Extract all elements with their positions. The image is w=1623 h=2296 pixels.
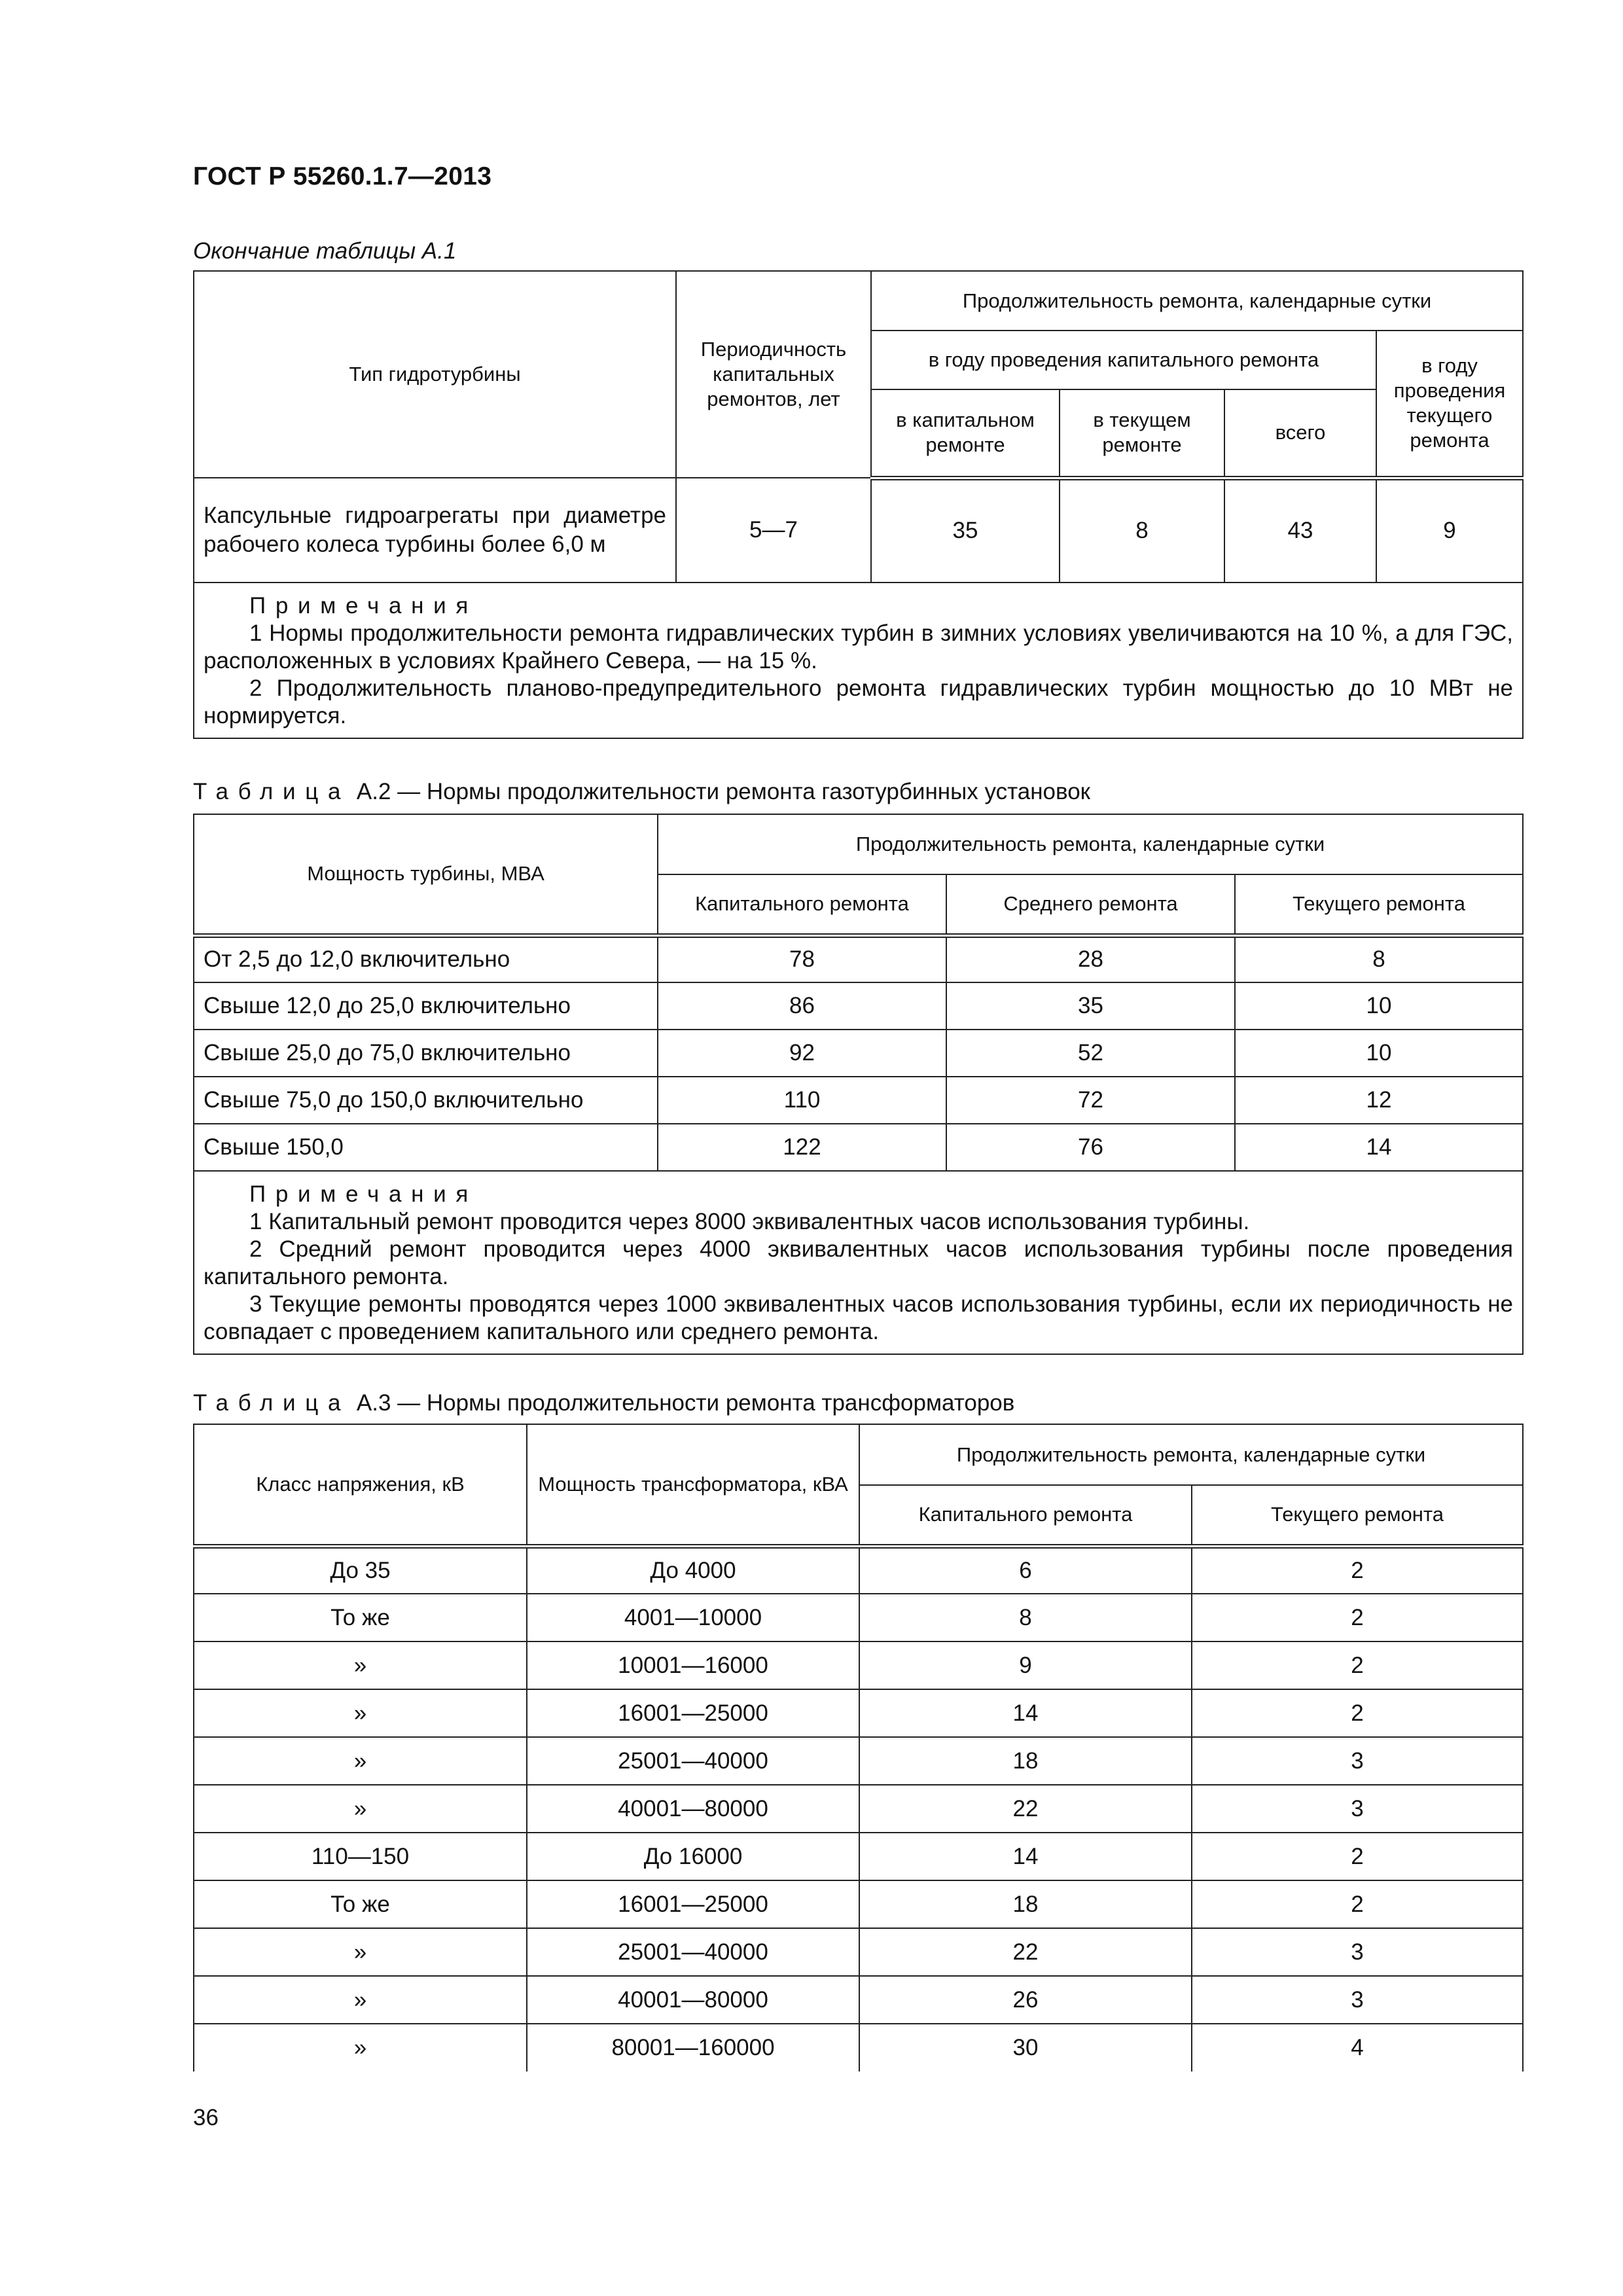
cell-power: 80001—160000 [527,2024,859,2072]
header-current: в текущем ремонте [1060,389,1224,478]
cell-power: 4001—10000 [527,1594,859,1641]
cell-current-year: 9 [1376,478,1523,583]
cell-capital: 18 [859,1737,1192,1785]
cell-medium: 52 [946,1030,1235,1077]
header-turbine-power: Мощность турбины, МВА [194,814,658,935]
header-duration: Продолжительность ремонта, календарные сутки [859,1424,1523,1485]
header-turbine-type: Тип гидротурбины [194,271,676,478]
header-periodicity: Периодичность капитальных ремонтов, лет [676,271,871,478]
header-total: всего [1224,389,1376,478]
cell-current: 3 [1192,1737,1523,1785]
cell-voltage: То же [194,1880,527,1928]
table-a3-caption-text: А.3 — Нормы продолжительности ремонта трансформаторов [356,1390,1015,1416]
table-row [194,1594,1523,1641]
header-duration: Продолжительность ремонта, календарные сутки [871,271,1523,331]
cell-capital: 122 [658,1124,946,1171]
table-row [194,1880,1523,1928]
table-row [194,1641,1523,1689]
table-a3-caption [193,1390,1014,1416]
cell-power: 16001—25000 [527,1689,859,1737]
cell-current: 3 [1192,1928,1523,1976]
cell-power: 40001—80000 [527,1785,859,1833]
cell-current: 3 [1192,1785,1523,1833]
table-a2-notes [194,1171,1523,1354]
table-a1-notes [194,583,1523,738]
cell-current: 14 [1235,1124,1523,1171]
notes-title: Примечания [249,1181,478,1207]
header-capital: в капитальном ремонте [871,389,1060,478]
cell-periodicity: 5—7 [676,478,871,583]
cell-current: 10 [1235,982,1523,1030]
table-row [194,1737,1523,1785]
note-item: 2 Продолжительность планово-предупредительного ремонта гидравлических турбин мощностью до 10 МВт не нормируется. [204,675,1513,728]
cell-power: До 4000 [527,1546,859,1594]
table-row [194,1928,1523,1976]
cell-current: 2 [1192,1689,1523,1737]
cell-current: 8 [1235,935,1523,982]
cell-voltage: То же [194,1594,527,1641]
cell-capital: 14 [859,1833,1192,1880]
table-row [194,1546,1523,1594]
cell-turbine-type: Капсульные гидроагрегаты при диаметре рабочего колеса турбины более 6,0 м [194,478,676,583]
cell-current: 4 [1192,2024,1523,2072]
cell-voltage: » [194,1689,527,1737]
cell-voltage: » [194,1976,527,2024]
table-a2 [193,814,1524,1355]
cell-capital: 30 [859,2024,1192,2072]
cell-power: 25001—40000 [527,1737,859,1785]
header-in-current-year: в году проведения текущего ремонта [1376,331,1523,478]
table-row [194,1077,1523,1124]
table-a2-caption-text: А.2 — Нормы продолжительности ремонта газотурбинных установок [356,779,1090,804]
cell-capital: 26 [859,1976,1192,2024]
cell-power: Свыше 75,0 до 150,0 включительно [194,1077,658,1124]
header-medium: Среднего ремонта [946,874,1235,935]
cell-capital: 18 [859,1880,1192,1928]
table-row [194,2024,1523,2072]
table-row [194,982,1523,1030]
cell-total: 43 [1224,478,1376,583]
table-row [194,1124,1523,1171]
cell-capital: 9 [859,1641,1192,1689]
cell-power: 25001—40000 [527,1928,859,1976]
note-item: 3 Текущие ремонты проводятся через 1000 эквивалентных часов использования турбины, если их периодичность не совпадает с проведением капитального или среднего ремонта. [204,1291,1514,1344]
cell-capital: 8 [859,1594,1192,1641]
cell-voltage: До 35 [194,1546,527,1594]
cell-capital: 6 [859,1546,1192,1594]
cell-capital: 78 [658,935,946,982]
cell-current: 8 [1060,478,1224,583]
header-duration: Продолжительность ремонта, календарные сутки [658,814,1523,874]
cell-voltage: » [194,1928,527,1976]
table-a2-caption-label: Таблица [193,779,351,804]
cell-current: 3 [1192,1976,1523,2024]
table-a3-caption-label: Таблица [193,1390,351,1416]
cell-capital: 92 [658,1030,946,1077]
cell-power: 40001—80000 [527,1976,859,2024]
table-a3 [193,1424,1524,2072]
header-voltage-class: Класс напряжения, кВ [194,1424,527,1546]
cell-capital: 14 [859,1689,1192,1737]
cell-capital: 22 [859,1785,1192,1833]
note-item: 2 Средний ремонт проводится через 4000 эквивалентных часов использования турбины после проведения капитального ремонта. [204,1236,1514,1289]
cell-medium: 76 [946,1124,1235,1171]
cell-power: 16001—25000 [527,1880,859,1928]
cell-voltage: » [194,1641,527,1689]
header-capital: Капитального ремонта [859,1485,1192,1546]
cell-medium: 28 [946,935,1235,982]
table-row [194,1689,1523,1737]
table-row [194,478,1523,583]
cell-power: Свыше 25,0 до 75,0 включительно [194,1030,658,1077]
cell-voltage: » [194,2024,527,2072]
cell-power: Свыше 12,0 до 25,0 включительно [194,982,658,1030]
cell-current: 2 [1192,1880,1523,1928]
header-in-capital-year: в году проведения капитального ремонта [871,331,1376,389]
cell-capital: 22 [859,1928,1192,1976]
table-row [194,1976,1523,2024]
header-current: Текущего ремонта [1192,1485,1523,1546]
cell-voltage: » [194,1737,527,1785]
cell-current: 2 [1192,1594,1523,1641]
note-item: 1 Капитальный ремонт проводится через 8000 эквивалентных часов использования турбины. [249,1209,1250,1234]
table-row [194,1833,1523,1880]
page-number: 36 [193,2105,219,2130]
document-code: ГОСТ Р 55260.1.7—2013 [193,162,492,190]
cell-power: От 2,5 до 12,0 включительно [194,935,658,982]
header-capital: Капитального ремонта [658,874,946,935]
table-a1-caption: Окончание таблицы А.1 [193,238,457,264]
cell-capital: 110 [658,1077,946,1124]
cell-power: Свыше 150,0 [194,1124,658,1171]
header-current: Текущего ремонта [1235,874,1523,935]
table-row [194,1030,1523,1077]
table-a1 [193,270,1524,739]
notes-title: Примечания [249,593,478,619]
cell-medium: 72 [946,1077,1235,1124]
cell-current: 2 [1192,1641,1523,1689]
header-transformer-power: Мощность трансформатора, кВА [527,1424,859,1546]
note-item: 1 Нормы продолжительности ремонта гидравлических турбин в зимних условиях увеличиваются на 10 %, а для ГЭС, расположенных в условиях Крайнего Севера, — на 15 %. [204,620,1513,673]
cell-current: 2 [1192,1546,1523,1594]
cell-power: До 16000 [527,1833,859,1880]
cell-current: 12 [1235,1077,1523,1124]
table-row [194,935,1523,982]
table-row [194,1785,1523,1833]
cell-power: 10001—16000 [527,1641,859,1689]
cell-voltage: » [194,1785,527,1833]
table-a2-caption [193,779,1090,805]
cell-capital: 86 [658,982,946,1030]
cell-current: 2 [1192,1833,1523,1880]
cell-medium: 35 [946,982,1235,1030]
cell-current: 10 [1235,1030,1523,1077]
cell-capital: 35 [871,478,1060,583]
cell-voltage: 110—150 [194,1833,527,1880]
